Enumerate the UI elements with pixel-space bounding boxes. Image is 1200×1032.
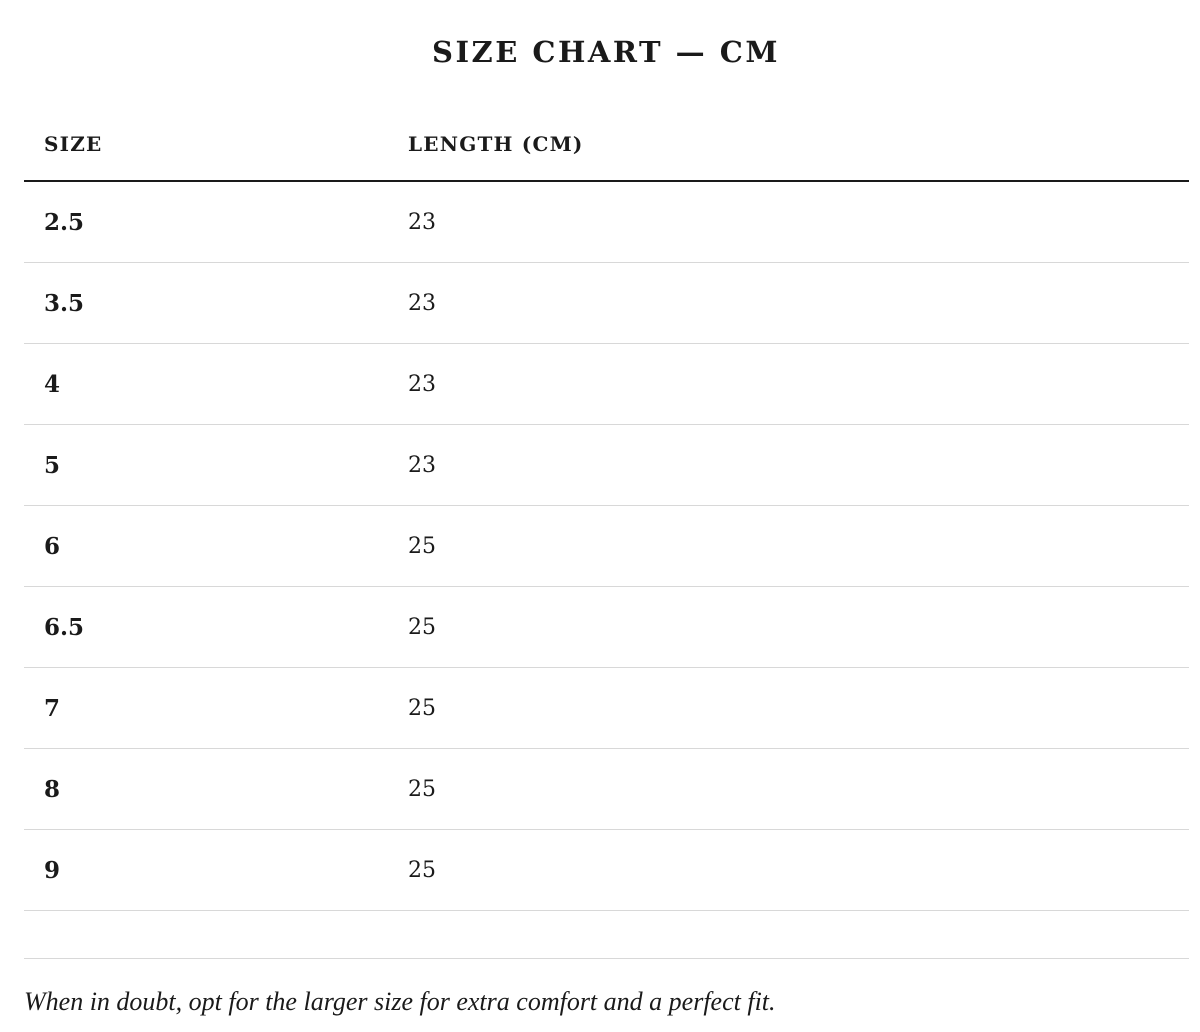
size-cell: 4	[44, 371, 61, 398]
table-row	[24, 506, 1189, 587]
table-row	[24, 668, 1189, 749]
table-divider	[24, 911, 1189, 959]
table-row	[24, 344, 1189, 425]
size-cell: 7	[44, 695, 61, 722]
page-title: SIZE CHART — CM	[432, 35, 780, 69]
length-cell: 25	[408, 777, 436, 802]
length-cell: 25	[408, 858, 436, 883]
table-row	[24, 749, 1189, 830]
table-row	[24, 830, 1189, 911]
size-cell: 8	[44, 776, 61, 803]
table-row	[24, 425, 1189, 506]
table-row	[24, 587, 1189, 668]
size-cell: 5	[44, 452, 61, 479]
table-row	[24, 263, 1189, 344]
column-header-length: LENGTH (CM)	[408, 132, 584, 156]
length-cell: 25	[408, 615, 436, 640]
size-cell: 6.5	[44, 614, 85, 641]
size-cell: 3.5	[44, 290, 85, 317]
length-cell: 25	[408, 696, 436, 721]
length-cell: 23	[408, 372, 436, 397]
table-header	[24, 104, 1189, 182]
length-cell: 23	[408, 453, 436, 478]
size-cell: 2.5	[44, 209, 85, 236]
length-cell: 25	[408, 534, 436, 559]
length-cell: 23	[408, 291, 436, 316]
sizing-note: When in doubt, opt for the larger size for extra comfort and a perfect fit.	[24, 987, 776, 1016]
size-cell: 6	[44, 533, 61, 560]
column-header-size: SIZE	[44, 132, 103, 156]
length-cell: 23	[408, 210, 436, 235]
size-cell: 9	[44, 857, 61, 884]
size-chart-table	[24, 104, 1189, 959]
table-row	[24, 182, 1189, 263]
